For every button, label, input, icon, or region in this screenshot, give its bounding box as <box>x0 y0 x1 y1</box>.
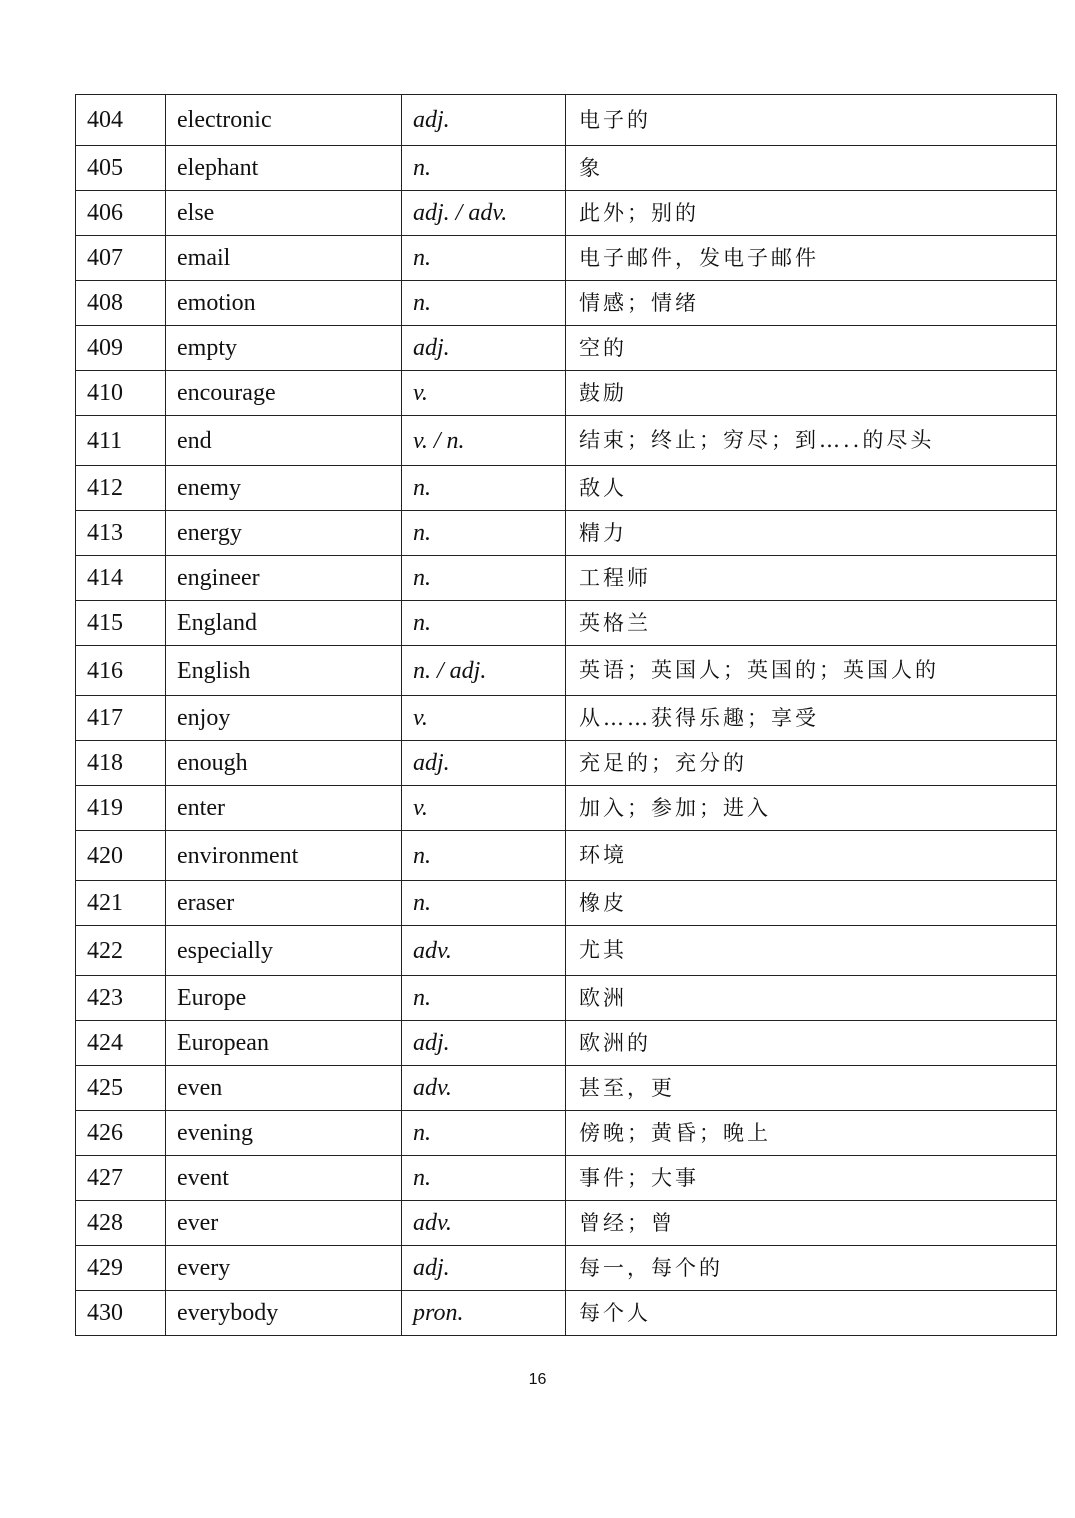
entry-number: 417 <box>76 696 166 741</box>
entry-word: ever <box>166 1201 402 1246</box>
entry-part-of-speech: adj. <box>402 326 566 371</box>
entry-number: 430 <box>76 1291 166 1336</box>
entry-number: 413 <box>76 511 166 556</box>
entry-definition: 欧洲 <box>566 976 1057 1021</box>
entry-part-of-speech: adj. <box>402 741 566 786</box>
entry-definition: 英语；英国人；英国的；英国人的 <box>566 646 1057 696</box>
entry-word: end <box>166 416 402 466</box>
table-row <box>76 236 1057 281</box>
entry-word: enjoy <box>166 696 402 741</box>
entry-word: electronic <box>166 95 402 146</box>
entry-number: 426 <box>76 1111 166 1156</box>
entry-part-of-speech: v. <box>402 696 566 741</box>
table-row <box>76 696 1057 741</box>
entry-definition: 象 <box>566 146 1057 191</box>
entry-definition: 从……获得乐趣；享受 <box>566 696 1057 741</box>
entry-number: 427 <box>76 1156 166 1201</box>
entry-definition: 精力 <box>566 511 1057 556</box>
entry-word: European <box>166 1021 402 1066</box>
entry-number: 414 <box>76 556 166 601</box>
table-row <box>76 926 1057 976</box>
entry-part-of-speech: n. <box>402 236 566 281</box>
table-row <box>76 1201 1057 1246</box>
table-row <box>76 1246 1057 1291</box>
table-row <box>76 95 1057 146</box>
entry-number: 422 <box>76 926 166 976</box>
page-number: 16 <box>528 1371 547 1388</box>
entry-part-of-speech: adj. / adv. <box>402 191 566 236</box>
entry-part-of-speech: adv. <box>402 926 566 976</box>
entry-part-of-speech: n. <box>402 146 566 191</box>
table-row <box>76 146 1057 191</box>
entry-word: even <box>166 1066 402 1111</box>
entry-part-of-speech: n. <box>402 556 566 601</box>
entry-number: 411 <box>76 416 166 466</box>
entry-definition: 鼓励 <box>566 371 1057 416</box>
entry-number: 416 <box>76 646 166 696</box>
vocabulary-table-body <box>76 95 1057 1336</box>
table-row <box>76 1066 1057 1111</box>
entry-part-of-speech: adj. <box>402 1246 566 1291</box>
table-row <box>76 1156 1057 1201</box>
table-row <box>76 1111 1057 1156</box>
table-row <box>76 831 1057 881</box>
table-row <box>76 326 1057 371</box>
entry-word: every <box>166 1246 402 1291</box>
entry-part-of-speech: v. <box>402 786 566 831</box>
entry-part-of-speech: n. <box>402 281 566 326</box>
entry-part-of-speech: pron. <box>402 1291 566 1336</box>
entry-part-of-speech: n. <box>402 511 566 556</box>
table-row <box>76 1021 1057 1066</box>
entry-definition: 欧洲的 <box>566 1021 1057 1066</box>
table-row <box>76 371 1057 416</box>
entry-definition: 曾经；曾 <box>566 1201 1057 1246</box>
entry-word: energy <box>166 511 402 556</box>
table-row <box>76 741 1057 786</box>
entry-word: empty <box>166 326 402 371</box>
entry-definition: 环境 <box>566 831 1057 881</box>
entry-part-of-speech: n. <box>402 601 566 646</box>
table-row <box>76 646 1057 696</box>
entry-word: eraser <box>166 881 402 926</box>
entry-definition: 结束；终止；穷尽；到…..的尽头 <box>566 416 1057 466</box>
entry-definition: 英格兰 <box>566 601 1057 646</box>
entry-definition: 电子邮件，发电子邮件 <box>566 236 1057 281</box>
table-row <box>76 466 1057 511</box>
table-row <box>76 556 1057 601</box>
entry-definition: 傍晚；黄昏；晚上 <box>566 1111 1057 1156</box>
table-row <box>76 281 1057 326</box>
entry-word: emotion <box>166 281 402 326</box>
entry-number: 405 <box>76 146 166 191</box>
entry-number: 404 <box>76 95 166 146</box>
entry-number: 429 <box>76 1246 166 1291</box>
entry-word: English <box>166 646 402 696</box>
entry-number: 425 <box>76 1066 166 1111</box>
entry-word: enter <box>166 786 402 831</box>
table-row <box>76 786 1057 831</box>
table-row <box>76 1291 1057 1336</box>
entry-number: 412 <box>76 466 166 511</box>
entry-definition: 事件；大事 <box>566 1156 1057 1201</box>
entry-definition: 甚至，更 <box>566 1066 1057 1111</box>
entry-part-of-speech: n. <box>402 831 566 881</box>
entry-part-of-speech: n. <box>402 881 566 926</box>
entry-definition: 此外；别的 <box>566 191 1057 236</box>
entry-word: elephant <box>166 146 402 191</box>
entry-part-of-speech: n. <box>402 1156 566 1201</box>
entry-definition: 工程师 <box>566 556 1057 601</box>
entry-number: 418 <box>76 741 166 786</box>
entry-number: 415 <box>76 601 166 646</box>
entry-definition: 每一，每个的 <box>566 1246 1057 1291</box>
entry-definition: 加入；参加；进入 <box>566 786 1057 831</box>
entry-word: evening <box>166 1111 402 1156</box>
entry-definition: 电子的 <box>566 95 1057 146</box>
entry-word: everybody <box>166 1291 402 1336</box>
table-row <box>76 191 1057 236</box>
table-row <box>76 976 1057 1021</box>
table-row <box>76 881 1057 926</box>
entry-number: 424 <box>76 1021 166 1066</box>
entry-word: enemy <box>166 466 402 511</box>
entry-number: 423 <box>76 976 166 1021</box>
entry-number: 406 <box>76 191 166 236</box>
entry-word: Europe <box>166 976 402 1021</box>
entry-number: 421 <box>76 881 166 926</box>
entry-word: environment <box>166 831 402 881</box>
entry-part-of-speech: n. <box>402 466 566 511</box>
entry-definition: 尤其 <box>566 926 1057 976</box>
entry-part-of-speech: n. <box>402 1111 566 1156</box>
entry-number: 428 <box>76 1201 166 1246</box>
entry-definition: 每个人 <box>566 1291 1057 1336</box>
entry-part-of-speech: adj. <box>402 1021 566 1066</box>
entry-part-of-speech: adv. <box>402 1066 566 1111</box>
table-row <box>76 511 1057 556</box>
entry-number: 419 <box>76 786 166 831</box>
entry-part-of-speech: v. <box>402 371 566 416</box>
entry-word: else <box>166 191 402 236</box>
vocabulary-table <box>75 94 1057 1336</box>
table-row <box>76 416 1057 466</box>
entry-definition: 橡皮 <box>566 881 1057 926</box>
entry-word: email <box>166 236 402 281</box>
entry-word: encourage <box>166 371 402 416</box>
table-row <box>76 601 1057 646</box>
entry-part-of-speech: n. <box>402 976 566 1021</box>
entry-definition: 空的 <box>566 326 1057 371</box>
entry-number: 420 <box>76 831 166 881</box>
entry-part-of-speech: adj. <box>402 95 566 146</box>
entry-number: 410 <box>76 371 166 416</box>
entry-word: especially <box>166 926 402 976</box>
entry-word: enough <box>166 741 402 786</box>
entry-number: 409 <box>76 326 166 371</box>
entry-word: engineer <box>166 556 402 601</box>
entry-word: event <box>166 1156 402 1201</box>
entry-number: 408 <box>76 281 166 326</box>
entry-part-of-speech: adv. <box>402 1201 566 1246</box>
entry-definition: 充足的；充分的 <box>566 741 1057 786</box>
entry-part-of-speech: v. / n. <box>402 416 566 466</box>
entry-part-of-speech: n. / adj. <box>402 646 566 696</box>
entry-word: England <box>166 601 402 646</box>
entry-definition: 敌人 <box>566 466 1057 511</box>
entry-number: 407 <box>76 236 166 281</box>
entry-definition: 情感；情绪 <box>566 281 1057 326</box>
